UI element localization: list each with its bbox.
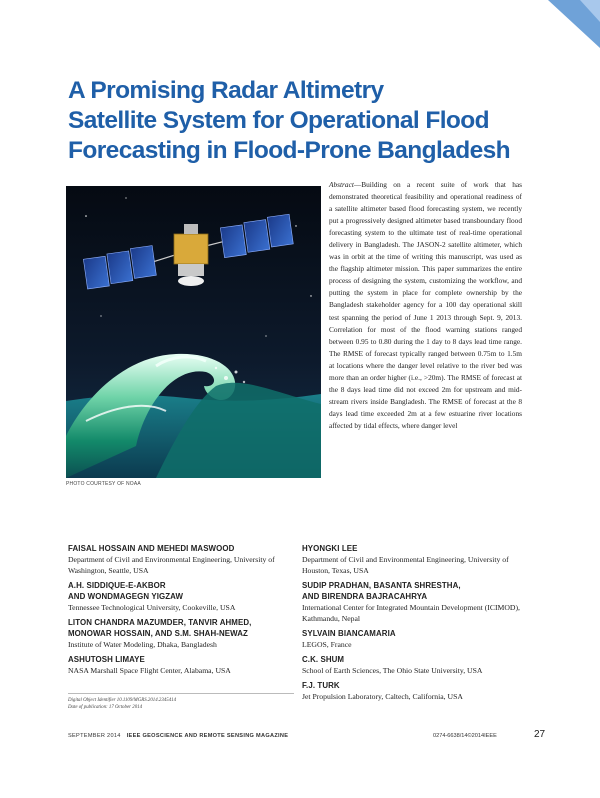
photo-credit: PHOTO COURTESY OF NOAA [66, 481, 141, 487]
author-group [68, 617, 294, 650]
author-names: SUDIP PRADHAN, BASANTA SHRESTHA, [302, 581, 461, 590]
abstract-text: —Building on a recent suite of work that has demonstrated theoretical feasibility and operational readiness of a satellite altimeter based flood forecasting system, we recently put a progressively designed altimeter based transboundary flood forecasting system to the ultimate test of real-time operational delivery in Bangladesh. The JASON-2 satellite altimeter, which was in orbit at the time of writing this manuscript, was used as the flagship altimeter mission. This paper summarizes the entire process of designing the system, customizing the workflow, and putting the system in place for complete ownership by the Bangladesh stakeholder agency for a 100 day operational skill test spanning the period of June 1 2013 through Sept. 9, 2013. Correlation for most of the flood warning stations ranged between 0.95 to 0.80 during the 1 day to 8 days lead time range. The RMSE of forecast typically ranged between 0.75m to 1.5m at locations where the danger level relative to the river bed was more than an order higher (i.e., >20m). The RMSE of forecast at the 8 days lead time did not exceed 2m for upstream and mid-stream rivers inside Bangladesh. The RMSE of forecast at the 8 days lead time exceeded 2m at a few estuarine river locations affected by tidal effects, where danger level [329, 180, 522, 430]
author-affiliation: Jet Propulsion Laboratory, Caltech, California, USA [302, 692, 463, 701]
author-names: AND WONDMAGEGN YIGZAW [68, 592, 184, 601]
page-number: 27 [534, 729, 546, 740]
author-names: MONOWAR HOSSAIN, AND S.M. SHAH-NEWAZ [68, 629, 248, 638]
author-group [302, 543, 532, 576]
author-group [68, 543, 294, 576]
corner-decoration [540, 0, 600, 60]
footer-magazine: IEEE GEOSCIENCE AND REMOTE SENSING MAGAZINE [126, 733, 289, 739]
article-title [68, 76, 568, 166]
footer-issn: 0274-6638/14©2014IEEE [433, 733, 497, 739]
author-names: FAISAL HOSSAIN AND MEHEDI MASWOOD [68, 544, 235, 553]
author-group [68, 654, 294, 676]
author-names: LITON CHANDRA MAZUMDER, TANVIR AHMED, [68, 618, 252, 627]
author-names: ASHUTOSH LIMAYE [68, 655, 145, 664]
footer-left [68, 733, 288, 739]
author-affiliation: NASA Marshall Space Flight Center, Alabama, USA [68, 666, 231, 675]
author-affiliation: Department of Civil and Environmental Engineering, University of Washington, Seattle, USA [68, 555, 275, 575]
title-line-1: A Promising Radar Altimetry [68, 77, 384, 104]
title-line-2: Satellite System for Operational Flood [68, 107, 490, 134]
author-affiliation: International Center for Integrated Mountain Development (ICIMOD), Kathmandu, Nepal [302, 603, 520, 623]
author-affiliation: Institute of Water Modeling, Dhaka, Bangladesh [68, 640, 217, 649]
author-names: SYLVAIN BIANCAMARIA [302, 629, 396, 638]
authors-left-column [68, 543, 294, 680]
author-group [302, 680, 532, 702]
author-names: AND BIRENDRA BAJRACAHRYA [302, 592, 428, 601]
footer-month: SEPTEMBER 2014 [68, 733, 121, 739]
author-group [302, 628, 532, 650]
author-affiliation: School of Earth Sciences, The Ohio State University, USA [302, 666, 483, 675]
author-affiliation: Department of Civil and Environmental Engineering, University of Houston, Texas, USA [302, 555, 509, 575]
author-names: C.K. SHUM [302, 655, 345, 664]
author-affiliation: LEGOS, France [302, 640, 352, 649]
abstract-paragraph [329, 179, 522, 432]
page-footer [68, 729, 548, 743]
author-affiliation: Tennessee Technological University, Cookeville, USA [68, 603, 236, 612]
doi-note [68, 693, 294, 712]
authors-right-column [302, 543, 532, 706]
author-names: A.H. SIDDIQUE-E-AKBOR [68, 581, 166, 590]
satellite-wave-photo [66, 186, 321, 478]
publication-date: Date of publication: 17 October 2014 [68, 704, 143, 710]
author-group [68, 580, 294, 613]
title-line-3: Forecasting in Flood-Prone Bangladesh [68, 137, 510, 164]
author-group [302, 654, 532, 676]
author-names: F.J. TURK [302, 681, 340, 690]
doi-identifier: Digital Object Identifier 10.1109/MGRS.2014.2345414 [68, 698, 177, 703]
author-names: HYONGKI LEE [302, 544, 358, 553]
abstract-label: Abstract [329, 180, 354, 189]
author-group [302, 580, 532, 624]
